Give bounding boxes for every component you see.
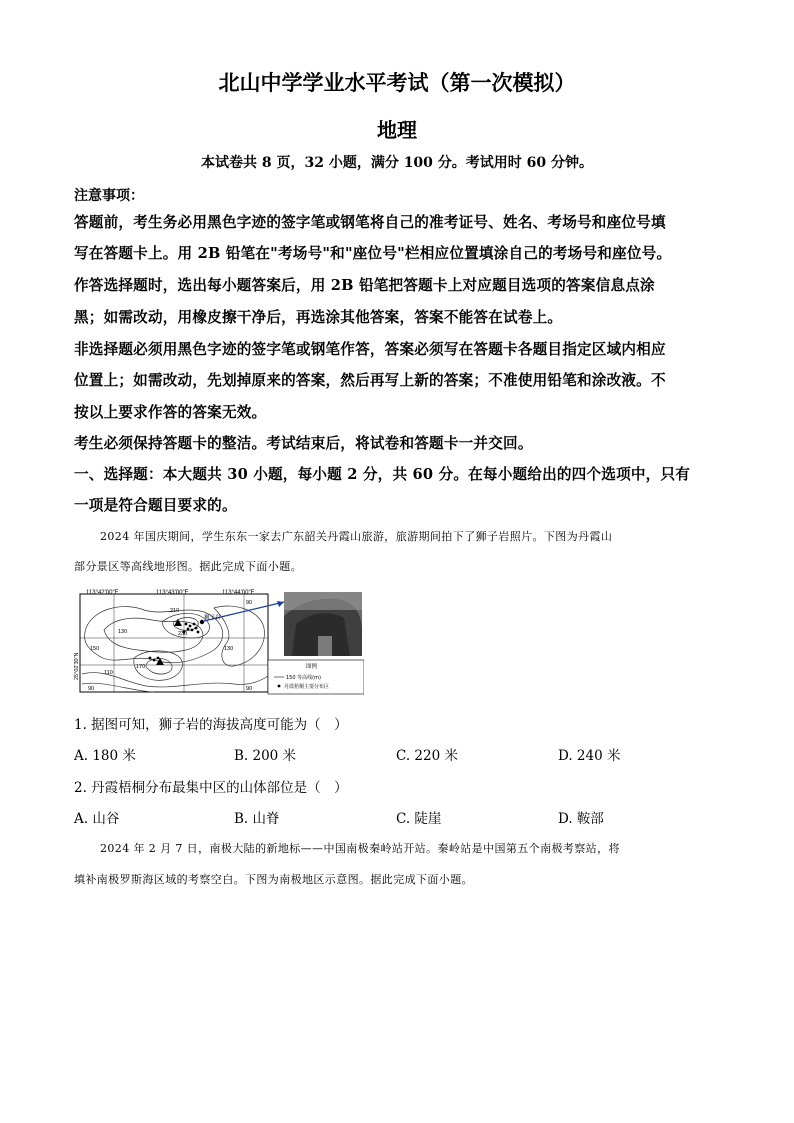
question-stem: 1. 据图可知，狮子岩的海拔高度可能为（ ）: [74, 717, 348, 733]
contour-map: [74, 588, 364, 696]
question-option: B. 200 米: [234, 748, 297, 764]
contour-label: 130: [118, 629, 128, 635]
question-option: D. 240 米: [558, 748, 621, 764]
question-option: C. 220 米: [396, 748, 458, 764]
contour-label: 230: [178, 631, 188, 637]
contour-label: 90: [88, 686, 95, 692]
notice-line: 黑；如需改动，用橡皮擦干净后，再选涂其他答案，答案不能答在试卷上。: [74, 309, 563, 326]
legend-title: 图例: [306, 664, 318, 670]
question-stem: 2. 丹霞梧桐分布最集中区的山体部位是（ ）: [74, 780, 348, 796]
section-heading: 一项是符合题目要求的。: [74, 497, 237, 514]
legend-contour-label: 150 等高线(m): [286, 675, 321, 681]
section-heading: 一、选择题：本大题共 30 小题，每小题 2 分，共 60 分。在每小题给出的四个选项中，只有: [74, 466, 691, 483]
site-label: 狮子岩: [204, 615, 221, 621]
notice-line: 答题前，考生务必用黑色字迹的签字笔或钢笔将自己的准考证号、姓名、考场号和座位号填: [74, 214, 666, 231]
notice-line: 按以上要求作答的答案无效。: [74, 404, 267, 421]
contour-label: 150: [90, 646, 100, 652]
context-paragraph: 部分景区等高线地形图。据此完成下面小题。: [74, 560, 302, 573]
subject-title: 地理: [377, 118, 417, 142]
notice-line: 考生必须保持答题卡的整洁。考试结束后，将试卷和答题卡一并交回。: [74, 435, 533, 452]
exam-intro: 本试卷共 8 页，32 小题，满分 100 分。考试用时 60 分钟。: [200, 155, 594, 171]
notice-line: 非选择题必须用黑色字迹的签字笔或钢笔作答，答案必须写在答题卡各题目指定区域内相应: [74, 341, 666, 358]
notice-line: 写在答题卡上。用 2B 铅笔在"考场号"和"座位号"栏相应位置填涂自己的考场号和座位号。: [74, 245, 672, 262]
question-option: A. 180 米: [74, 748, 136, 764]
context-paragraph: 填补南极罗斯海区域的考察空白。下图为南极地区示意图。据此完成下面小题。: [74, 873, 473, 886]
contour-label: 110: [104, 670, 113, 676]
legend-tree-label: 丹霞梧桐主要分布区: [284, 684, 330, 690]
contour-label: 90: [246, 686, 253, 692]
lon-label: 113°43′00″E: [156, 590, 189, 596]
question-option: A. 山谷: [74, 811, 120, 827]
context-paragraph: 2024 年国庆期间，学生东东一家去广东韶关丹霞山旅游，旅游期间拍下了狮子岩照片。下图为丹霞山: [100, 530, 613, 543]
contour-label: 90: [246, 600, 253, 606]
contour-label: 210: [170, 608, 180, 614]
arrow-head: [277, 601, 284, 607]
legend-tree-swatch: [278, 685, 281, 688]
notice-line: 位置上；如需改动，先划掉原来的答案，然后再写上新的答案；不准使用铅笔和涂改液。不: [74, 372, 666, 389]
contour-map-figure: [74, 588, 364, 696]
notice-heading: 注意事项：: [74, 188, 144, 204]
lat-label: 25°02′30″N: [74, 652, 80, 680]
question-option: D. 鞍部: [558, 811, 604, 827]
question-option: B. 山脊: [234, 811, 280, 827]
context-paragraph: 2024 年 2 月 7 日，南极大陆的新地标——中国南极秦岭站开站。秦岭站是中国第五个南极考察站，将: [100, 842, 620, 855]
lon-label: 113°42′00″E: [86, 590, 119, 596]
question-option: C. 陡崖: [396, 811, 442, 827]
lon-label: 113°44′00″E: [222, 590, 255, 596]
contour-label: 130: [224, 646, 234, 652]
notice-line: 作答选择题时，选出每小题答案后，用 2B 铅笔把答题卡上对应题目选项的答案信息点涂: [74, 277, 655, 294]
contour-label: 170: [136, 664, 146, 670]
exam-title: 北山中学学业水平考试（第一次模拟）: [218, 70, 576, 95]
